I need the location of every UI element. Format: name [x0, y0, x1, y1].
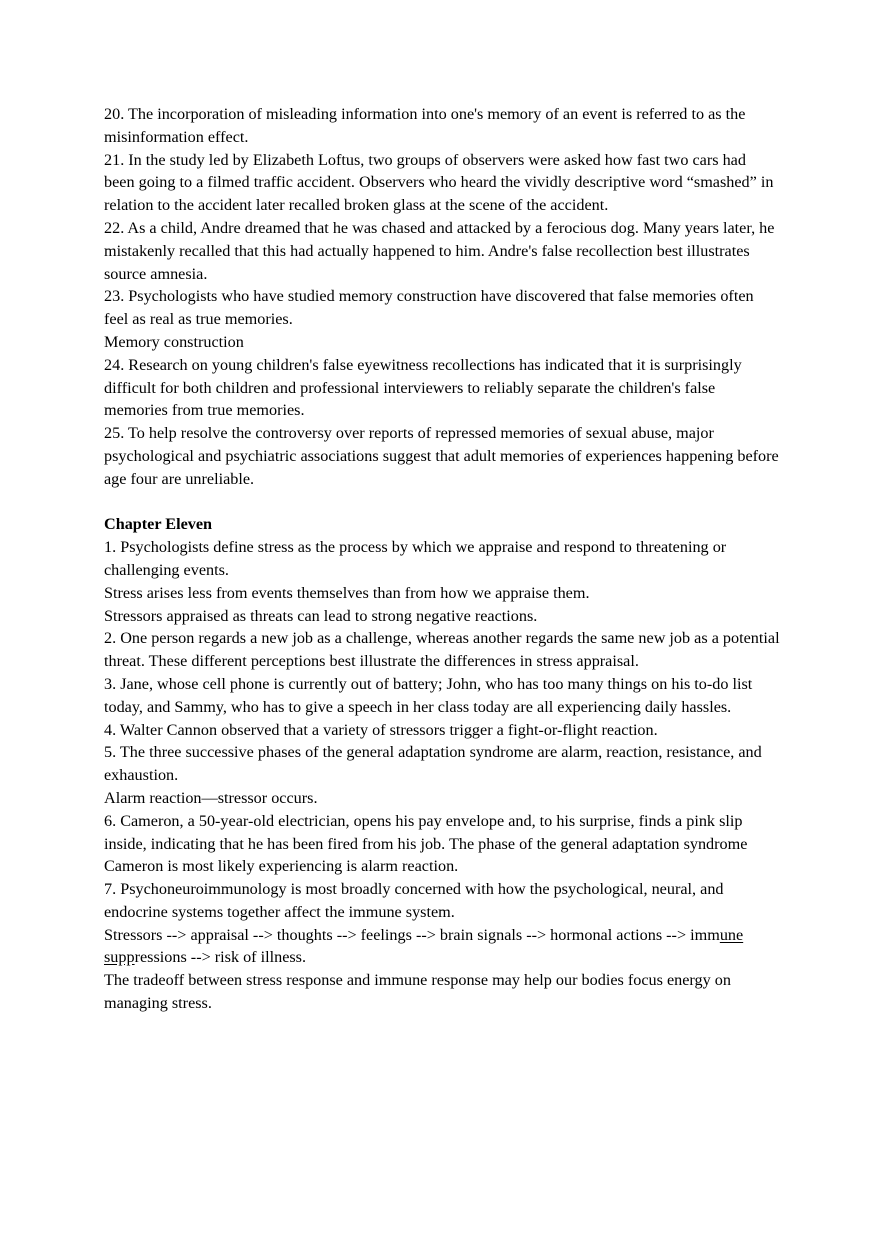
document-page	[104, 103, 780, 1015]
stress-chain-start: Stressors --> appraisal --> thoughts --> feelings --> brain signals --> hormonal actions --> imm	[104, 925, 720, 944]
stress-chain-underlined: une supp	[104, 925, 744, 967]
item-22: 22. As a child, Andre dreamed that he was chased and attacked by a ferocious dog. Many years later, he mistakenly recalled that this had actually happened to him. Andre's false recollection best illustrates source amnesia.	[104, 218, 775, 283]
chapter-item-2: 2. One person regards a new job as a challenge, whereas another regards the same new job as a potential threat. These different perceptions best illustrate the differences in stress appraisal.	[104, 629, 780, 671]
chapter-item-1: 1. Psychologists define stress as the process by which we appraise and respond to threatening or challenging events.	[104, 538, 727, 579]
note-alarm-reaction: Alarm reaction—stressor occurs.	[104, 788, 318, 807]
chapter-item-5: 5. The three successive phases of the general adaptation syndrome are alarm, reaction, resistance, and exhaustion.	[104, 743, 762, 785]
item-23: 23. Psychologists who have studied memory construction have discovered that false memories often feel as real as true memories.	[104, 287, 754, 329]
note-stress-appraisal: Stress arises less from events themselves than from how we appraise them.	[104, 583, 590, 602]
section-spacer	[104, 491, 780, 514]
item-25: 25. To help resolve the controversy over reports of repressed memories of sexual abuse, major psychological and psychiatric associations suggest that adult memories of experiences happening before age four are unreliable.	[104, 424, 779, 488]
chapter-item-6: 6. Cameron, a 50-year-old electrician, opens his pay envelope and, to his surprise, finds a pink slip inside, indicating that he has been fired from his job. The phase of the general adaptation syndrome Cameron is most likely experiencing is alarm reaction.	[104, 811, 748, 876]
item-21: 21. In the study led by Elizabeth Loftus, two groups of observers were asked how fast two cars had been going to a filmed traffic accident. Observers who heard the vividly descriptive word “smashed” in relation to the accident later recalled broken glass at the scene of the accident.	[104, 150, 774, 215]
stress-chain	[104, 924, 780, 970]
chapter-heading: Chapter Eleven	[104, 515, 213, 534]
chapter-item-4: 4. Walter Cannon observed that a variety of stressors trigger a fight-or-flight reaction.	[104, 720, 658, 739]
item-24: 24. Research on young children's false eyewitness recollections has indicated that it is surprisingly difficult for both children and professional interviewers to reliably separate the children's false memories from true memories.	[104, 355, 742, 420]
chapter-item-3: 3. Jane, whose cell phone is currently out of battery; John, who has too many things on his to-do list today, and Sammy, who has to give a speech in her class today are all experiencing daily hassles.	[104, 674, 753, 716]
note-stressors-threats: Stressors appraised as threats can lead to strong negative reactions.	[104, 606, 538, 625]
note-memory-construction: Memory construction	[104, 332, 244, 351]
chapter-item-7: 7. Psychoneuroimmunology is most broadly concerned with how the psychological, neural, and endocrine systems together affect the immune system.	[104, 880, 724, 921]
stress-chain-end: ressions --> risk of illness.	[134, 948, 307, 967]
item-20: 20. The incorporation of misleading information into one's memory of an event is referred to as the misinformation effect.	[104, 105, 746, 146]
note-tradeoff: The tradeoff between stress response and immune response may help our bodies focus energy on managing stress.	[104, 971, 731, 1013]
